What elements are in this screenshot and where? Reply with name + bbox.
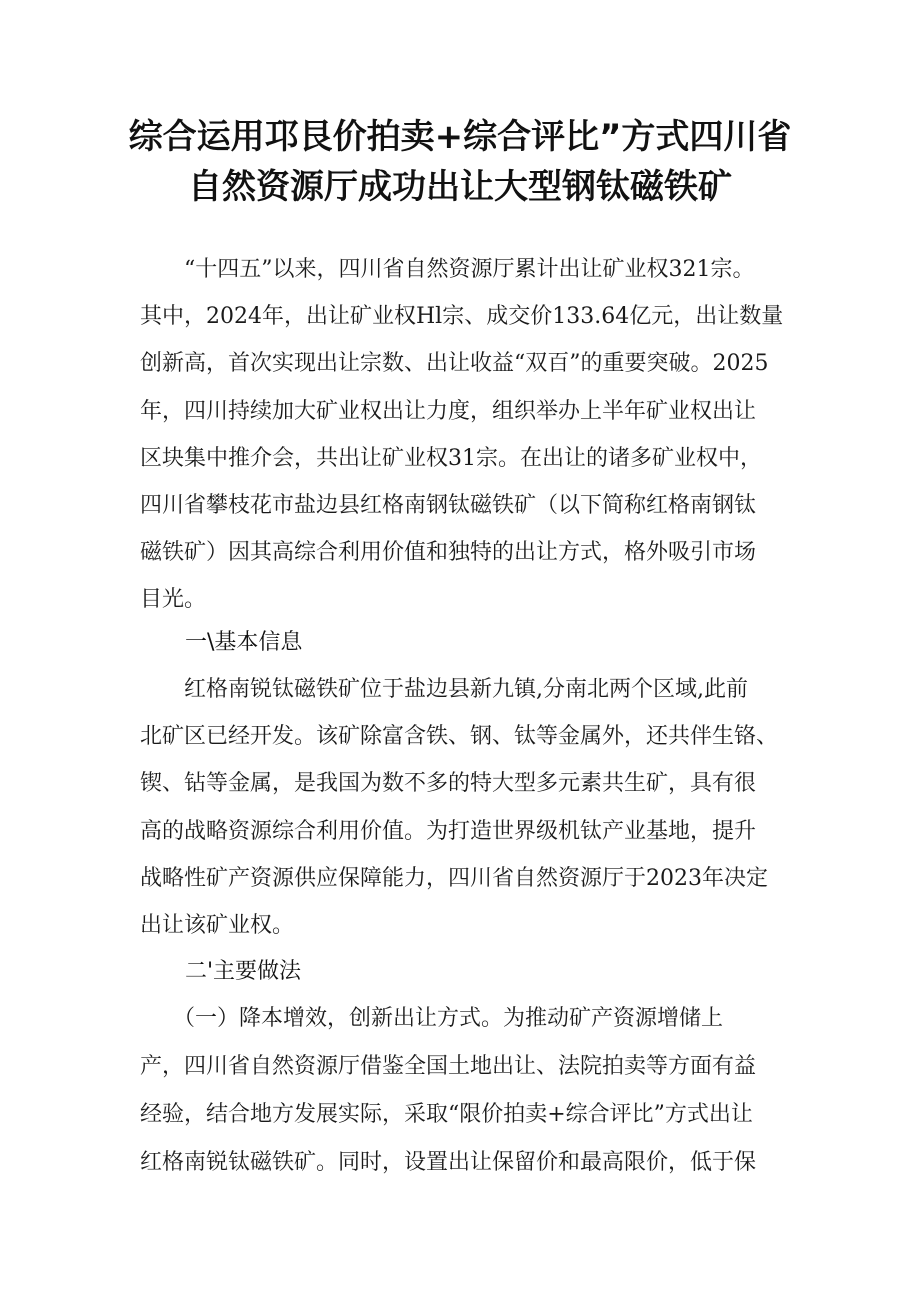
paragraph-line: “十四五”以来，四川省自然资源厅累计出让矿业权321宗。 [140, 257, 755, 282]
paragraph-line: 战略性矿产资源供应保障能力，四川省自然资源厅于2023年决定 [140, 866, 768, 891]
document-title-line-2: 自然资源厅成功出让大型钢钛磁铁矿 [188, 167, 732, 207]
paragraph-line: 红格南锐钛磁铁矿。同时，设置出让保留价和最高限价，低于保 [140, 1150, 757, 1175]
paragraph-line: 其中，2024年，出让矿业权Hl宗、成交价133.64亿元，出让数量 [140, 304, 784, 329]
paragraph-line: 北矿区已经开发。该矿除富含铁、钢、钛等金属外，还共伴生铬、 [140, 724, 779, 749]
document-title-line-1: 综合运用邛艮价拍卖+综合评比”方式四川省 [128, 117, 792, 157]
paragraph-line: 区块集中推介会，共出让矿业权31宗。在出让的诸多矿业权中， [140, 446, 762, 471]
paragraph-line: （一）降本增效，创新出让方式。为推动矿产资源增储上 [140, 1006, 724, 1031]
paragraph-line: 产，四川省自然资源厅借鉴全国土地出让、法院拍卖等方面有益 [140, 1054, 757, 1079]
paragraph-line: 磁铁矿）因其高综合利用价值和独特的出让方式，格外吸引市场 [140, 540, 757, 565]
paragraph-line: 出让该矿业权。 [140, 913, 295, 938]
paragraph-line: 锲、钻等金属，是我国为数不多的特大型多元素共生矿，具有很 [140, 771, 757, 796]
paragraph-line: 红格南锐钛磁铁矿位于盐边县新九镇,分南北两个区域,此前 [140, 677, 748, 702]
paragraph-line: 经验，结合地方发展实际，采取“限价拍卖+综合评比”方式出让 [140, 1102, 753, 1127]
paragraph-line: 四川省攀枝花市盐边县红格南钢钛磁铁矿（以下简称红格南钢钛 [140, 493, 757, 518]
paragraph-line: 创新高，首次实现出让宗数、出让收益“双百”的重要突破。2025 [140, 351, 769, 376]
paragraph-line: 高的战略资源综合利用价值。为打造世界级机钛产业基地，提升 [140, 819, 757, 844]
paragraph-line: 目光。 [140, 587, 207, 612]
section-heading-main-practices: 二'主要做法 [185, 959, 302, 984]
paragraph-line: 年，四川持续加大矿业权出让力度，组织举办上半年矿业权出让 [140, 399, 757, 424]
section-heading-basic-info: 一\基本信息 [185, 630, 303, 655]
